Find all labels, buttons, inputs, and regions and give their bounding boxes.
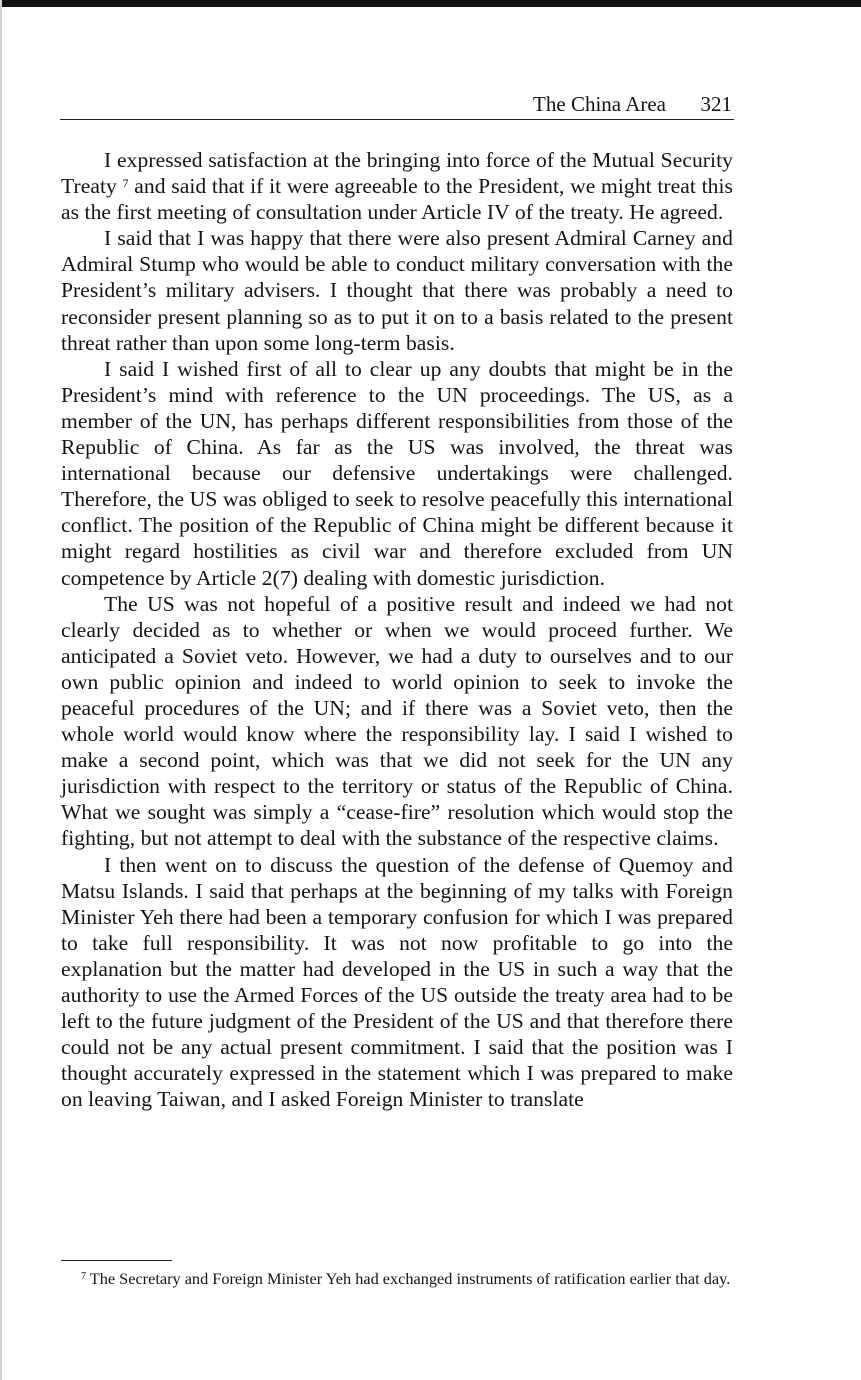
footnote <box>61 1268 733 1289</box>
footnote-text: The Secretary and Foreign Minister Yeh had exchanged instruments of ratification earlier that day. <box>86 1269 731 1288</box>
footnote-marker: 7 <box>81 1271 86 1282</box>
footnote-reference: 7 <box>122 176 129 191</box>
page-number: 321 <box>700 92 732 116</box>
running-head-title: The China Area <box>533 92 666 116</box>
paragraph-1-text-before: I expressed satisfaction at the bringing into force of the Mutual Security Treaty <box>61 148 733 199</box>
paragraph-4-text: The US was not hopeful of a positive result and indeed we had not clearly decided as to whether or when we would proceed further. We anticipated a Soviet veto. However, we had a duty to ourselves and to our own public opinion and indeed to world opinion to seek to invoke the peaceful procedures of the UN; and if there was a Soviet veto, then the whole world would know where the responsibility lay. I said I wished to make a second point, which was that we did not seek for the UN any jurisdiction with respect to the territory or status of the Republic of China. What we sought was simply a “cease-fire” resolution which would stop the fighting, but not attempt to deal with the substance of the respective claims. <box>61 591 733 851</box>
page-left-edge <box>0 0 2 1380</box>
page-top-edge <box>0 0 861 7</box>
paragraph-5-text: I then went on to discuss the question of the defense of Quemoy and Matsu Islands. I said that perhaps at the beginning of my talks with Foreign Minister Yeh there had been a temporary confusion for which I was prepared to take full responsibility. It was not now profitable to go into the explanation but the matter had developed in the US in such a way that the authority to use the Armed Forces of the US outside the treaty area had to be left to the future judgment of the President of the US and that therefore there could not be any actual present commitment. I said that the position was I thought accurately expressed in the statement which I was prepared to make on leaving Taiwan, and I asked Foreign Minister to translate <box>61 852 733 1112</box>
paragraph-1-text-after: and said that if it were agreeable to the President, we might treat this as the first meeting of consultation under Article IV of the treaty. He agreed. <box>61 174 733 225</box>
running-head <box>60 90 734 120</box>
paragraph-5 <box>61 852 733 1113</box>
paragraph-3 <box>61 356 733 591</box>
paragraph-1 <box>61 147 733 225</box>
paragraph-4 <box>61 591 733 852</box>
paragraph-2 <box>61 225 733 355</box>
footnote-separator <box>61 1260 172 1261</box>
paragraph-3-text: I said I wished first of all to clear up any doubts that might be in the President’s mind with reference to the UN proceedings. The US, as a member of the UN, has perhaps different responsibilities from those of the Republic of China. As far as the US was involved, the threat was international because our defensive undertakings were challenged. Therefore, the US was obliged to seek to resolve peacefully this international conflict. The position of the Republic of China might be different because it might regard hostilities as civil war and therefore excluded from UN competence by Article 2(7) dealing with domestic jurisdiction. <box>61 356 733 590</box>
paragraph-2-text: I said that I was happy that there were also present Admiral Carney and Admiral Stump who would be able to conduct military conversation with the President’s military advisers. I thought that there was probably a need to reconsider present planning so as to put it on to a basis related to the present threat rather than upon some long-term basis. <box>61 226 733 355</box>
body-text <box>61 147 733 1112</box>
